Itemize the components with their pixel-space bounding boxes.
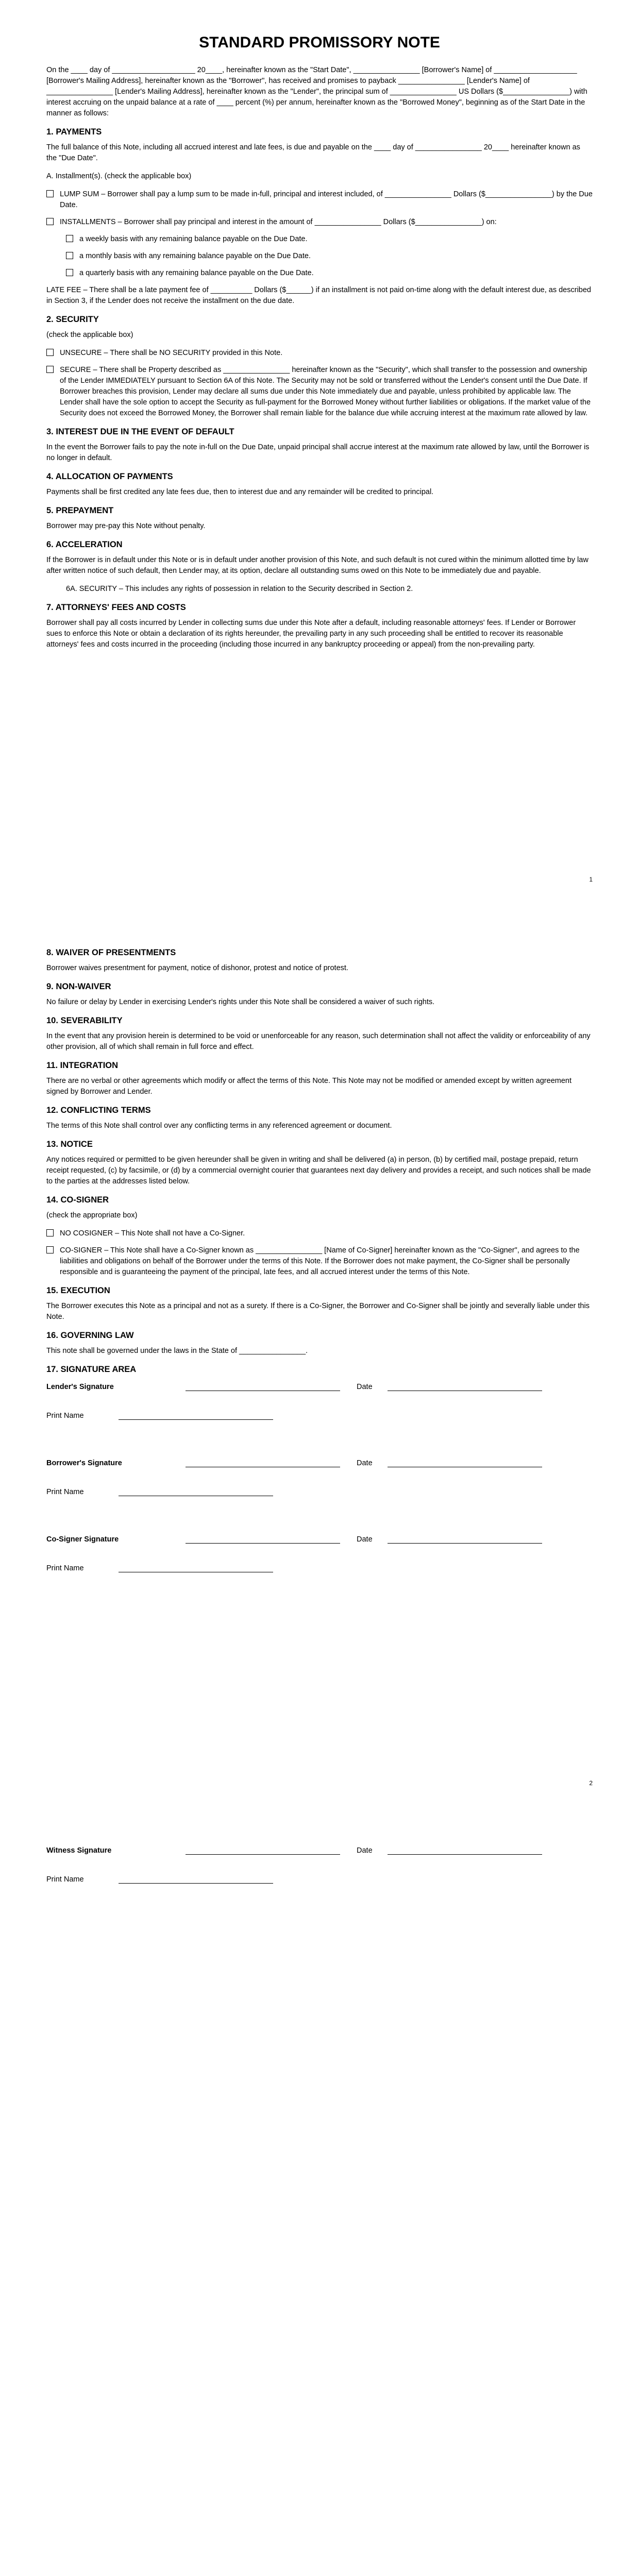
- section-10-heading: 10. SEVERABILITY: [46, 1016, 123, 1025]
- no-cosigner-checkbox[interactable]: [46, 1229, 54, 1236]
- witness-signature-label: Witness Signature: [46, 1846, 112, 1855]
- section-4-heading: 4. ALLOCATION OF PAYMENTS: [46, 472, 173, 481]
- section-14-heading: 14. CO-SIGNER: [46, 1195, 109, 1205]
- borrower-signature-label: Borrower's Signature: [46, 1459, 122, 1467]
- cosigner-signature-line[interactable]: [186, 1534, 340, 1544]
- borrower-signature-line[interactable]: [186, 1458, 340, 1467]
- borrower-signature-row: [46, 1456, 593, 1467]
- monthly-text: a monthly basis with any remaining balance payable on the Due Date.: [79, 252, 311, 260]
- page-1: [0, 0, 639, 904]
- installments-text: INSTALLMENTS – Borrower shall pay principal and interest in the amount of ________________ Dollars ($________________) on:: [60, 218, 497, 226]
- unsecure-text: UNSECURE – There shall be NO SECURITY provided in this Note.: [60, 349, 283, 357]
- section-16-heading: 16. GOVERNING LAW: [46, 1331, 134, 1340]
- witness-print-name-line[interactable]: [119, 1874, 273, 1884]
- section-15-heading: 15. EXECUTION: [46, 1286, 110, 1295]
- cosigner-print-name-line[interactable]: [119, 1563, 273, 1572]
- section-15-text: The Borrower executes this Note as a principal and not as a surety. If there is a Co-Signer, the Borrower and Co-Signer shall be jointly and severally liable under this Note.: [46, 1302, 590, 1321]
- cosigner-date-label: Date: [357, 1535, 373, 1544]
- page-number: 1: [589, 876, 593, 883]
- section-9-text: No failure or delay by Lender in exercising Lender's rights under this Note shall be considered a waiver of such rights.: [46, 998, 435, 1006]
- section-17-heading: 17. SIGNATURE AREA: [46, 1365, 137, 1374]
- section-12-text: The terms of this Note shall control over any conflicting terms in any referenced agreement or document.: [46, 1122, 392, 1130]
- weekly-checkbox[interactable]: [66, 235, 73, 242]
- cosigner-signature-label: Co-Signer Signature: [46, 1535, 119, 1544]
- section-1-heading: 1. PAYMENTS: [46, 127, 102, 137]
- section-10-text: In the event that any provision herein is determined to be void or unenforceable for any reason, such determination shall not affect the validity or enforceability of any other provision, all of which shall remain in full force and effect.: [46, 1032, 591, 1051]
- section-5-text: Borrower may pre-pay this Note without penalty.: [46, 522, 206, 530]
- quarterly-checkbox[interactable]: [66, 269, 73, 276]
- cosigner-print-name-label: Print Name: [46, 1564, 84, 1572]
- secure-text: SECURE – There shall be Property described as ________________ hereinafter known as the "Security", which shall transfer to the possession and ownership of the Lender IMMEDIATELY pursuant to Section 6A of this Note. The Security may not be sold or transferred without the Lender's consent until the Due Date. If Borrower breaches this provision, Lender may declare all sums due under this Note immediately due and payable, unless prohibited by applicable law. The Lender shall have the sole option to accept the Security as full-payment for the Borrowed Money without further liabilities or obligations. If the market value of the Security does not exceed the Borrowed Money, the Borrower shall remain liable for the balance due while accruing interest at the maximum rate allowed by law.: [60, 366, 591, 417]
- no-cosigner-text: NO COSIGNER – This Note shall not have a Co-Signer.: [60, 1229, 245, 1238]
- page-3-content: [46, 1843, 593, 1920]
- cosigner-option: [46, 1245, 593, 1278]
- monthly-option: [66, 251, 593, 262]
- section-6a-text: 6A. SECURITY – This includes any rights of possession in relation to the Security described in Section 2.: [66, 585, 413, 593]
- witness-print-name-row: [46, 1872, 593, 1884]
- lender-date-label: Date: [357, 1383, 373, 1391]
- witness-signature-line[interactable]: [186, 1845, 340, 1855]
- lender-signature-line[interactable]: [186, 1381, 340, 1391]
- section-12-heading: 12. CONFLICTING TERMS: [46, 1106, 151, 1115]
- lender-date-line[interactable]: [388, 1381, 542, 1391]
- document-title: STANDARD PROMISSORY NOTE: [199, 34, 440, 51]
- quarterly-text: a quarterly basis with any remaining balance payable on the Due Date.: [79, 269, 314, 277]
- section-3-text: In the event the Borrower fails to pay the note in-full on the Due Date, unpaid principal shall accrue interest at the maximum rate allowed by law, until the Borrower is no longer in default.: [46, 443, 590, 462]
- section-8-heading: 8. WAIVER OF PRESENTMENTS: [46, 948, 176, 957]
- lender-print-name-line[interactable]: [119, 1410, 273, 1420]
- cosigner-print-name-row: [46, 1561, 593, 1572]
- weekly-text: a weekly basis with any remaining balance payable on the Due Date.: [79, 235, 308, 243]
- section-2-heading: 2. SECURITY: [46, 315, 99, 324]
- borrower-print-name-row: [46, 1485, 593, 1496]
- section-6-heading: 6. ACCELERATION: [46, 540, 123, 549]
- lump-sum-checkbox[interactable]: [46, 190, 54, 197]
- cosigner-text: CO-SIGNER – This Note shall have a Co-Signer known as ________________ [Name of Co-Signer] hereinafter known as the "Co-Signer", and agrees to the liabilities and obligations on behalf of the Borrower under the terms of this Note. If the Borrower does not make payment, the Co-Signer shall be personally responsible and is guaranteeing the payment of the principal, late fees, and all accrued interest under the terms of this Note.: [60, 1246, 580, 1276]
- witness-date-label: Date: [357, 1846, 373, 1855]
- page-1-content: [46, 34, 593, 657]
- witness-date-line[interactable]: [388, 1845, 542, 1855]
- lender-print-name-label: Print Name: [46, 1412, 84, 1420]
- section-13-heading: 13. NOTICE: [46, 1140, 93, 1149]
- section-6-text: If the Borrower is in default under this Note or is in default under another provision of this Note, and such default is not cured within the minimum allotted time by law after written notice of such default, then Lender may, at its option, declare all outstanding sums owed on this Note to be immediately due and payable.: [46, 556, 588, 575]
- borrower-print-name-label: Print Name: [46, 1488, 84, 1496]
- section-14-instruction: (check the appropriate box): [46, 1211, 138, 1219]
- witness-signature-row: [46, 1843, 593, 1855]
- late-fee-paragraph: LATE FEE – There shall be a late payment fee of __________ Dollars ($______) if an installment is not paid on-time along with the default interest due, as described in Section 3, if the Lender does not receive the installment on the due date.: [46, 286, 591, 305]
- lender-print-name-row: [46, 1409, 593, 1420]
- section-4-text: Payments shall be first credited any late fees due, then to interest due and any remainder will be credited to principal.: [46, 488, 434, 496]
- section-11-text: There are no verbal or other agreements which modify or affect the terms of this Note. This Note may not be modified or amended except by written agreement signed by Borrower and Lender.: [46, 1077, 572, 1096]
- cosigner-checkbox[interactable]: [46, 1246, 54, 1253]
- section-2-instruction: (check the applicable box): [46, 331, 133, 339]
- section-1-installments-label: A. Installment(s). (check the applicable box): [46, 172, 192, 180]
- installments-option: [46, 217, 593, 228]
- section-8-text: Borrower waives presentment for payment, notice of dishonor, protest and notice of protest.: [46, 964, 348, 972]
- unsecure-option: [46, 348, 593, 359]
- intro-paragraph: On the ____ day of ____________________ 20____, hereinafter known as the "Start Date", ________________ [Borrower's Name] of ____________________ [Borrower's Mailing Address], hereinafter known as the "Borrower", has received and promises to payback ________________ [Lender's Name] of ________________ [Lender's Mailing Address], hereinafter known as the "Lender", the principal sum of ________________ US Dollars ($________________) with interest accruing on the unpaid balance at a rate of ____ percent (%) per annum, hereinafter known as the "Borrowed Money", beginning as of the Start Date in the manner as follows:: [46, 66, 587, 117]
- section-16-text: This note shall be governed under the laws in the State of ________________.: [46, 1347, 308, 1355]
- installments-checkbox[interactable]: [46, 218, 54, 225]
- section-13-text: Any notices required or permitted to be given hereunder shall be given in writing and shall be delivered (a) in person, (b) by certified mail, postage prepaid, return receipt requested, (c) by facsimile, or (d) by a commercial overnight courier that guarantees next day delivery and provides a receipt, and such notices shall be made to the parties at the addresses listed below.: [46, 1156, 591, 1185]
- no-cosigner-option: [46, 1228, 593, 1239]
- quarterly-option: [66, 268, 593, 279]
- section-1-due-date: The full balance of this Note, including all accrued interest and late fees, is due and payable on the ____ day of ________________ 20____ hereinafter known as the "Due Date".: [46, 143, 580, 162]
- section-7-heading: 7. ATTORNEYS' FEES AND COSTS: [46, 603, 186, 612]
- cosigner-signature-row: [46, 1532, 593, 1544]
- secure-checkbox[interactable]: [46, 366, 54, 373]
- lender-signature-row: [46, 1380, 593, 1391]
- page-2: [0, 904, 639, 1807]
- cosigner-date-line[interactable]: [388, 1534, 542, 1544]
- lump-sum-option: [46, 189, 593, 211]
- weekly-option: [66, 234, 593, 245]
- page-3: [0, 1807, 639, 2576]
- section-9-heading: 9. NON-WAIVER: [46, 982, 111, 991]
- section-3-heading: 3. INTEREST DUE IN THE EVENT OF DEFAULT: [46, 427, 234, 436]
- lender-signature-label: Lender's Signature: [46, 1383, 114, 1391]
- lump-sum-text: LUMP SUM – Borrower shall pay a lump sum to be made in-full, principal and interest included, of ________________ Dollars ($________________) by the Due Date.: [60, 190, 593, 209]
- page-2-content: [46, 940, 593, 1608]
- unsecure-checkbox[interactable]: [46, 349, 54, 356]
- borrower-date-line[interactable]: [388, 1458, 542, 1467]
- witness-print-name-label: Print Name: [46, 1875, 84, 1884]
- section-5-heading: 5. PREPAYMENT: [46, 506, 114, 515]
- borrower-date-label: Date: [357, 1459, 373, 1467]
- section-7-text: Borrower shall pay all costs incurred by Lender in collecting sums due under this Note after a default, including reasonable attorneys' fees. If Lender or Borrower sues to enforce this Note or obtain a declaration of its rights hereunder, the prevailing party in any such proceeding shall be entitled to recover its reasonable attorneys' fees and costs incurred in the proceeding (including those incurred in any bankruptcy proceeding or appeal) from the non-prevailing party.: [46, 619, 576, 649]
- secure-option: [46, 365, 593, 419]
- section-11-heading: 11. INTEGRATION: [46, 1061, 119, 1070]
- borrower-print-name-line[interactable]: [119, 1486, 273, 1496]
- page-number: 2: [589, 1780, 593, 1787]
- monthly-checkbox[interactable]: [66, 252, 73, 259]
